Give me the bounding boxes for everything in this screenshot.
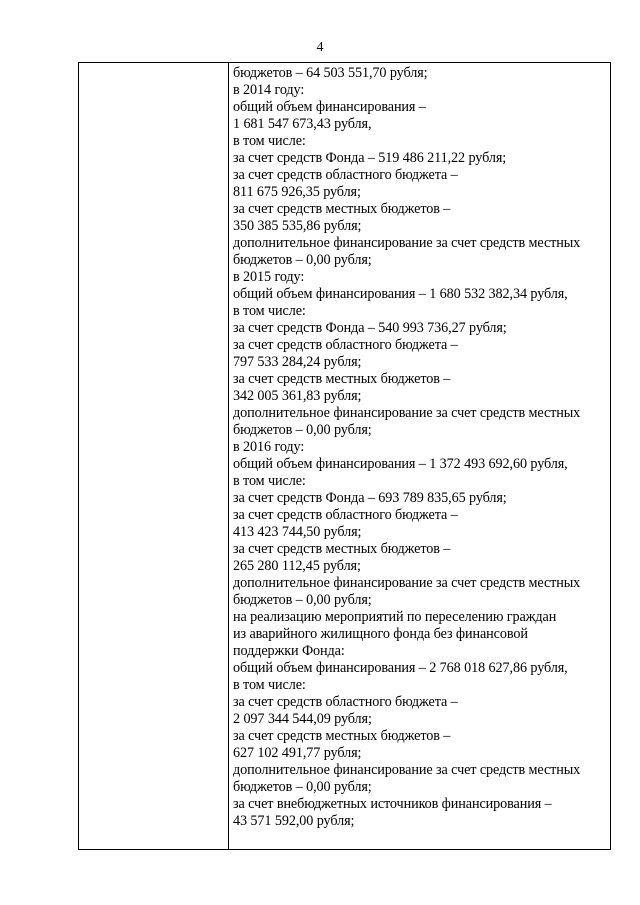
text-line: дополнительное финансирование за счет средств местных xyxy=(233,405,581,421)
table-left-column xyxy=(79,63,229,849)
text-line: в том числе: xyxy=(233,677,306,693)
text-line: в 2014 году: xyxy=(233,82,305,98)
text-line: дополнительное финансирование за счет средств местных xyxy=(233,575,581,591)
text-line: бюджетов – 64 503 551,70 рубля; xyxy=(233,65,428,81)
text-line: 265 280 112,45 рубля; xyxy=(233,558,361,574)
text-line: общий объем финансирования – 2 768 018 627,86 рубля, xyxy=(233,660,568,676)
text-line: в том числе: xyxy=(233,473,306,489)
text-line: 1 681 547 673,43 рубля, xyxy=(233,116,372,132)
text-line: из аварийного жилищного фонда без финансовой xyxy=(233,626,528,642)
text-line: бюджетов – 0,00 рубля; xyxy=(233,252,372,268)
text-line: бюджетов – 0,00 рубля; xyxy=(233,779,372,795)
text-line: за счет средств Фонда – 540 993 736,27 рубля; xyxy=(233,320,507,336)
text-line: дополнительное финансирование за счет средств местных xyxy=(233,235,581,251)
text-line: на реализацию мероприятий по переселению граждан xyxy=(233,609,557,625)
text-line: дополнительное финансирование за счет средств местных xyxy=(233,762,581,778)
text-line: за счет внебюджетных источников финансирования – xyxy=(233,796,552,812)
text-line: за счет средств местных бюджетов – xyxy=(233,201,451,217)
text-line: за счет средств Фонда – 693 789 835,65 рубля; xyxy=(233,490,507,506)
table-right-column xyxy=(229,63,610,849)
text-line: за счет средств местных бюджетов – xyxy=(233,541,451,557)
text-line: общий объем финансирования – xyxy=(233,99,426,115)
text-line: в 2016 году: xyxy=(233,439,305,455)
text-line: 627 102 491,77 рубля; xyxy=(233,745,362,761)
text-line: в 2015 году: xyxy=(233,269,305,285)
text-line: за счет средств областного бюджета – xyxy=(233,507,458,523)
text-line: общий объем финансирования – 1 680 532 382,34 рубля, xyxy=(233,286,568,302)
text-line: за счет средств областного бюджета – xyxy=(233,694,458,710)
page-number: 4 xyxy=(316,40,324,55)
text-line: в том числе: xyxy=(233,133,306,149)
text-line: 342 005 361,83 рубля; xyxy=(233,388,362,404)
text-line: за счет средств местных бюджетов – xyxy=(233,371,451,387)
text-line: общий объем финансирования – 1 372 493 692,60 рубля, xyxy=(233,456,568,472)
text-line: 811 675 926,35 рубля; xyxy=(233,184,361,200)
text-line: 413 423 744,50 рубля; xyxy=(233,524,362,540)
text-line: за счет средств областного бюджета – xyxy=(233,337,458,353)
text-line: бюджетов – 0,00 рубля; xyxy=(233,592,372,608)
text-line: бюджетов – 0,00 рубля; xyxy=(233,422,372,438)
text-line: за счет средств Фонда – 519 486 211,22 рубля; xyxy=(233,150,507,166)
text-line: за счет средств областного бюджета – xyxy=(233,167,458,183)
text-line: 43 571 592,00 рубля; xyxy=(233,813,355,829)
text-line: 797 533 284,24 рубля; xyxy=(233,354,362,370)
text-line: поддержки Фонда: xyxy=(233,643,345,659)
text-line: 2 097 344 544,09 рубля; xyxy=(233,711,372,727)
document-table xyxy=(78,62,611,850)
text-line: 350 385 535,86 рубля; xyxy=(233,218,362,234)
text-line: в том числе: xyxy=(233,303,306,319)
text-line: за счет средств местных бюджетов – xyxy=(233,728,451,744)
